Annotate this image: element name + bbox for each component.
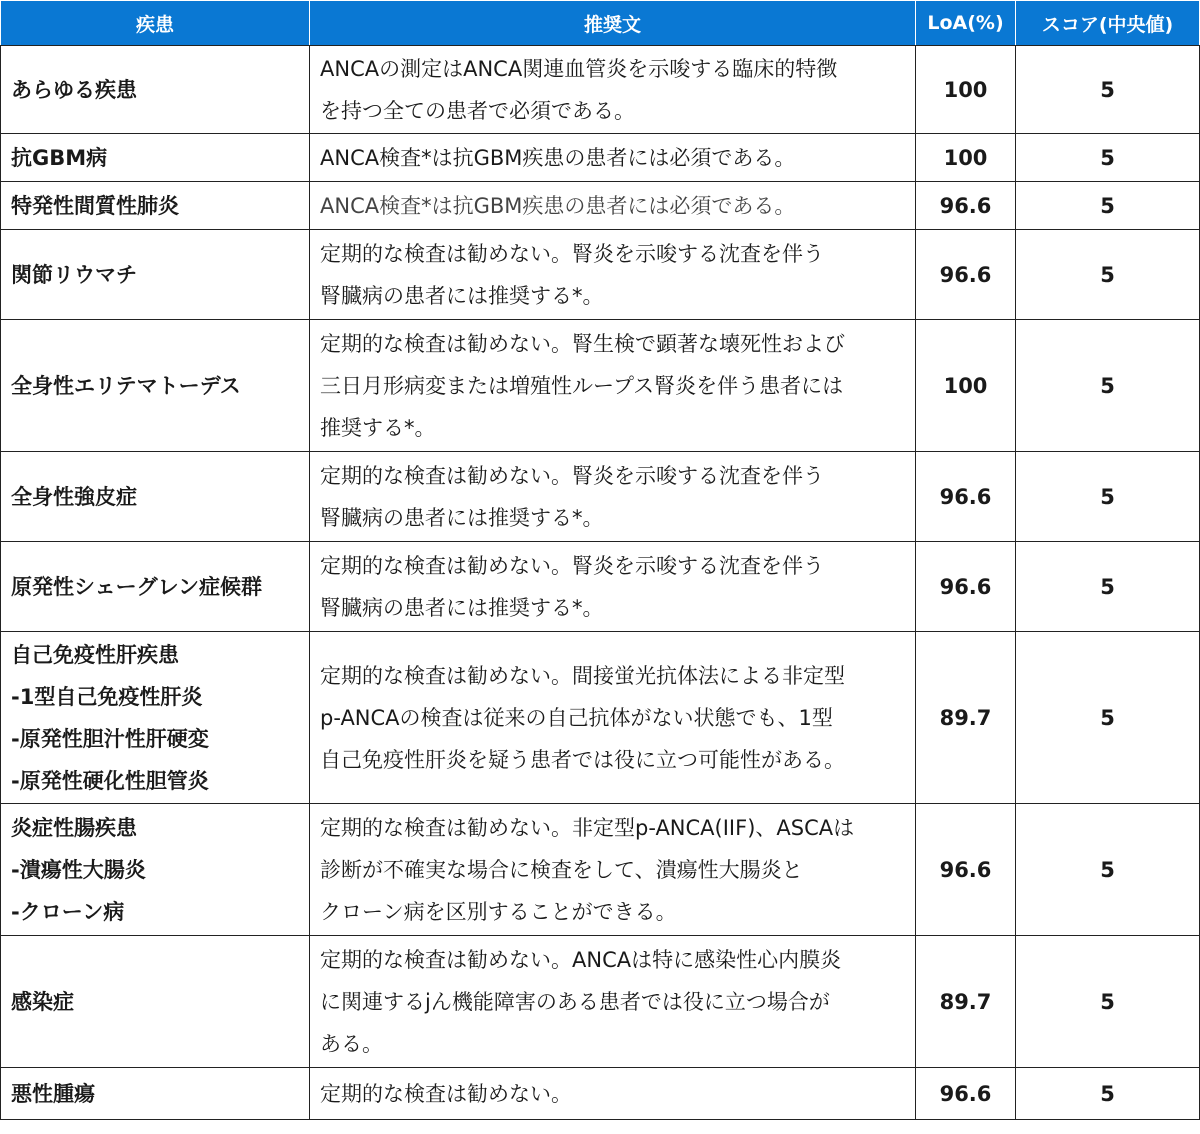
disease-line: 原発性シェーグレン症候群 — [11, 574, 263, 599]
recommendation-line: 腎臓病の患者には推奨する*。 — [320, 283, 604, 308]
disease-cell — [1, 1068, 310, 1120]
table-row — [1, 134, 1200, 182]
recommendation-line: 定期的な検査は勧めない。腎生検で顕著な壊死性および — [320, 331, 845, 356]
disease-cell — [1, 936, 310, 1068]
table-row — [1, 632, 1200, 804]
table-row — [1, 804, 1200, 936]
recommendation-line: ANCA検査*は抗GBM疾患の患者には必須である。 — [320, 193, 796, 218]
score-cell: 5 — [1016, 320, 1200, 452]
recommendation-cell — [310, 46, 916, 134]
loa-cell: 96.6 — [916, 230, 1016, 320]
recommendation-line: ある。 — [320, 1031, 383, 1056]
disease-line: -原発性硬化性胆管炎 — [11, 768, 209, 793]
recommendation-cell — [310, 1068, 916, 1120]
score-cell: 5 — [1016, 134, 1200, 182]
loa-cell: 89.7 — [916, 936, 1016, 1068]
recommendation-cell — [310, 452, 916, 542]
loa-cell: 96.6 — [916, 452, 1016, 542]
disease-cell — [1, 452, 310, 542]
disease-line: 悪性腫瘍 — [11, 1081, 95, 1106]
disease-cell — [1, 542, 310, 632]
table-row — [1, 936, 1200, 1068]
table-row — [1, 1068, 1200, 1120]
score-cell: 5 — [1016, 1068, 1200, 1120]
table-row — [1, 182, 1200, 230]
disease-line: 炎症性腸疾患 — [11, 815, 137, 840]
recommendation-line: 診断が不確実な場合に検査をして、潰瘍性大腸炎と — [320, 857, 803, 882]
recommendation-line: 定期的な検査は勧めない。間接蛍光抗体法による非定型 — [320, 663, 845, 688]
loa-cell: 96.6 — [916, 804, 1016, 936]
score-cell: 5 — [1016, 182, 1200, 230]
recommendation-line: 腎臓病の患者には推奨する*。 — [320, 595, 604, 620]
loa-cell: 89.7 — [916, 632, 1016, 804]
loa-cell: 96.6 — [916, 182, 1016, 230]
recommendation-cell — [310, 632, 916, 804]
loa-cell: 96.6 — [916, 542, 1016, 632]
recommendation-line: に関連するjん機能障害のある患者では役に立つ場合が — [320, 989, 830, 1014]
disease-line: 特発性間質性肺炎 — [11, 193, 179, 218]
recommendation-line: ANCA検査*は抗GBM疾患の患者には必須である。 — [320, 145, 796, 170]
table-row — [1, 542, 1200, 632]
recommendation-line: ANCAの測定はANCA関連血管炎を示唆する臨床的特徴 — [320, 56, 838, 81]
loa-cell: 100 — [916, 46, 1016, 134]
recommendation-line: 定期的な検査は勧めない。非定型p-ANCA(IIF)、ASCAは — [320, 815, 855, 840]
score-cell: 5 — [1016, 542, 1200, 632]
disease-line: 抗GBM病 — [11, 145, 108, 170]
table-header-row — [1, 1, 1200, 46]
header-recommendation: 推奨文 — [310, 1, 916, 46]
recommendation-line: 定期的な検査は勧めない。腎炎を示唆する沈査を伴う — [320, 553, 824, 578]
loa-cell: 96.6 — [916, 1068, 1016, 1120]
disease-line: 全身性強皮症 — [11, 484, 137, 509]
recommendation-line: を持つ全ての患者で必須である。 — [320, 98, 635, 123]
table-body — [1, 46, 1200, 1120]
disease-cell — [1, 804, 310, 936]
recommendation-line: 定期的な検査は勧めない。腎炎を示唆する沈査を伴う — [320, 241, 824, 266]
recommendation-cell — [310, 320, 916, 452]
disease-cell — [1, 182, 310, 230]
score-cell: 5 — [1016, 936, 1200, 1068]
table-row — [1, 230, 1200, 320]
disease-cell — [1, 320, 310, 452]
disease-line: -1型自己免疫性肝炎 — [11, 684, 203, 709]
recommendation-cell — [310, 804, 916, 936]
disease-line: -原発性胆汁性肝硬変 — [11, 726, 209, 751]
header-loa: LoA(%) — [916, 1, 1016, 46]
recommendation-cell — [310, 542, 916, 632]
loa-cell: 100 — [916, 134, 1016, 182]
header-score: スコア(中央値) — [1016, 1, 1200, 46]
score-cell: 5 — [1016, 632, 1200, 804]
disease-line: 感染症 — [11, 989, 74, 1014]
score-cell: 5 — [1016, 46, 1200, 134]
disease-cell — [1, 632, 310, 804]
disease-cell — [1, 46, 310, 134]
recommendation-cell — [310, 134, 916, 182]
score-cell: 5 — [1016, 230, 1200, 320]
disease-cell — [1, 230, 310, 320]
recommendation-cell — [310, 230, 916, 320]
recommendation-cell — [310, 936, 916, 1068]
disease-line: 関節リウマチ — [11, 262, 137, 287]
score-cell: 5 — [1016, 452, 1200, 542]
recommendation-line: 腎臓病の患者には推奨する*。 — [320, 505, 604, 530]
recommendation-line: p-ANCAの検査は従来の自己抗体がない状態でも、1型 — [320, 705, 833, 730]
disease-line: -潰瘍性大腸炎 — [11, 857, 146, 882]
disease-line: 自己免疫性肝疾患 — [11, 642, 179, 667]
recommendation-line: クローン病を区別することができる。 — [320, 899, 677, 924]
recommendation-line: 自己免疫性肝炎を疑う患者では役に立つ可能性がある。 — [320, 747, 845, 772]
table-row — [1, 46, 1200, 134]
recommendation-line: 定期的な検査は勧めない。ANCAは特に感染性心内膜炎 — [320, 947, 842, 972]
disease-line: 全身性エリテマトーデス — [11, 373, 241, 398]
recommendation-line: 三日月形病変または増殖性ループス腎炎を伴う患者には — [320, 373, 844, 398]
recommendation-cell — [310, 182, 916, 230]
disease-cell — [1, 134, 310, 182]
loa-cell: 100 — [916, 320, 1016, 452]
header-disease: 疾患 — [1, 1, 310, 46]
table-row — [1, 452, 1200, 542]
table-row — [1, 320, 1200, 452]
disease-line: -クローン病 — [11, 899, 125, 924]
recommendation-line: 定期的な検査は勧めない。腎炎を示唆する沈査を伴う — [320, 463, 824, 488]
recommendation-line: 推奨する*。 — [320, 415, 436, 440]
recommendation-line: 定期的な検査は勧めない。 — [320, 1081, 572, 1106]
score-cell: 5 — [1016, 804, 1200, 936]
disease-line: あらゆる疾患 — [11, 77, 137, 102]
